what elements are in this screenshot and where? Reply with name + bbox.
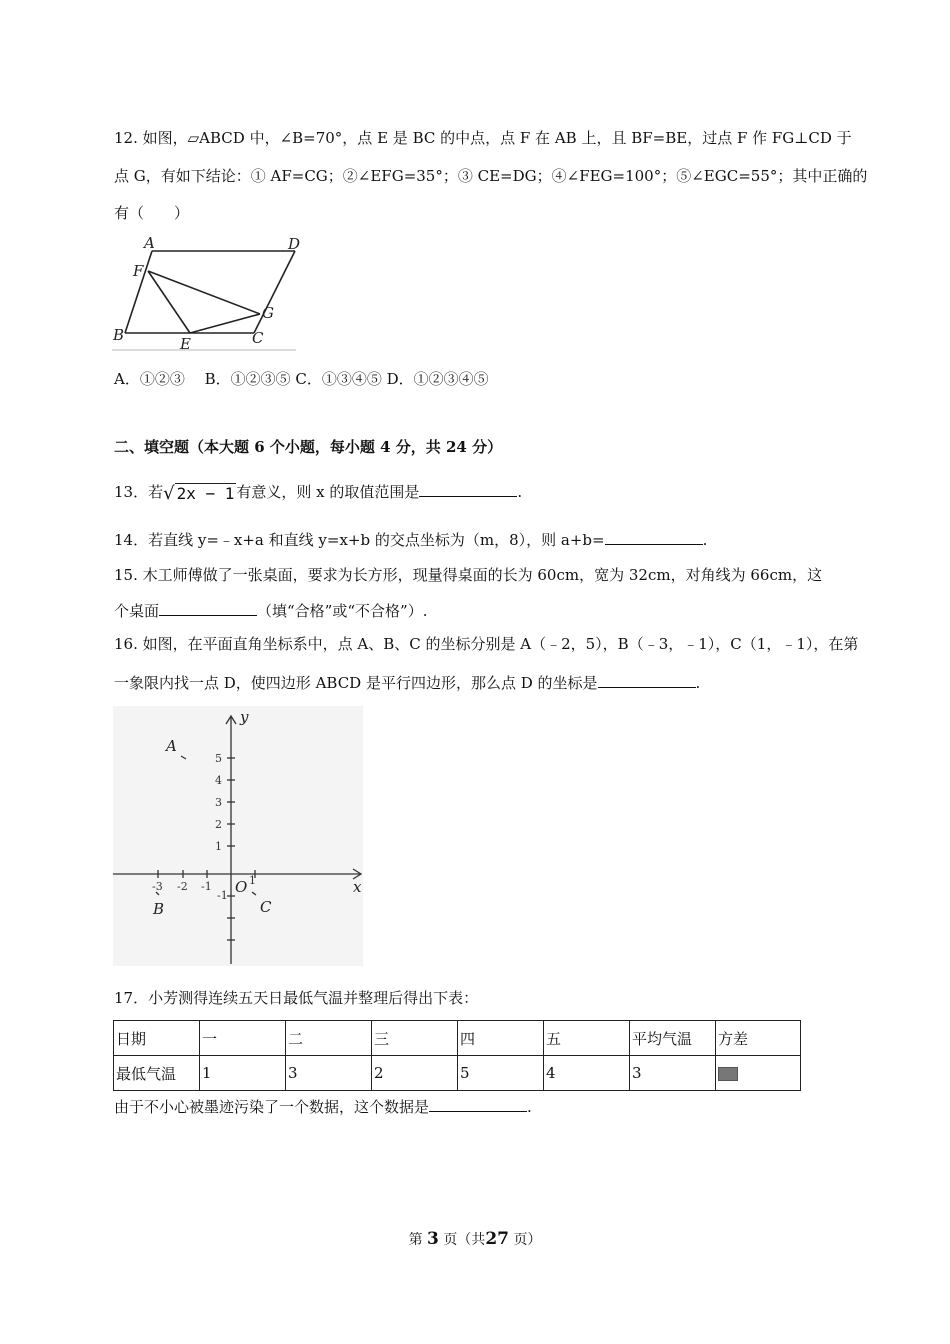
table-header-cell: 日期 xyxy=(114,1021,200,1056)
footer-suffix: 页） xyxy=(513,1232,542,1248)
footer-mid: 页（共 xyxy=(443,1232,486,1248)
point-B-label: B xyxy=(153,900,165,918)
q15-line1: 15. 木工师傅做了一张桌面，要求为长方形，现量得桌面的长为 60cm，宽为 32cm，对角线为 66cm，这 xyxy=(114,566,823,584)
q13 xyxy=(114,482,844,504)
label-D: D xyxy=(288,235,301,253)
y-tick-1: 1 xyxy=(215,840,222,853)
table-cell: 5 xyxy=(458,1056,544,1091)
table-cell: 4 xyxy=(544,1056,630,1091)
table-cell: 2 xyxy=(372,1056,458,1091)
q12-line3: 有（ ） xyxy=(114,204,190,222)
q16-text: 一象限内找一点 D，使四边形 ABCD 是平行四边形，那么点 D 的坐标是 xyxy=(114,674,598,692)
q16-line2 xyxy=(114,673,844,693)
label-F: F xyxy=(133,262,144,280)
footer-page-number: 3 xyxy=(427,1229,439,1249)
q16-answer-blank xyxy=(598,673,696,688)
q14-answer-blank xyxy=(605,530,703,545)
q17-answer-blank xyxy=(429,1097,527,1112)
table-header-cell: 四 xyxy=(458,1021,544,1056)
q15-answer-blank xyxy=(159,601,257,616)
q17-outro-text: 由于不小心被墨迹污染了一个数据，这个数据是 xyxy=(114,1098,430,1116)
point-C-label: C xyxy=(260,898,272,916)
q14-text: 14．若直线 y=﹣x+a 和直线 y=x+b 的交点坐标为（m，8），则 a+b= xyxy=(114,531,605,549)
footer-total-pages: 27 xyxy=(485,1229,509,1249)
table-header-cell: 方差 xyxy=(716,1021,801,1056)
y-tick-2: 2 xyxy=(215,818,222,831)
q13-end: . xyxy=(517,483,523,501)
table-header-cell: 二 xyxy=(286,1021,372,1056)
q17-intro: 17．小芳测得连续五天日最低气温并整理后得出下表： xyxy=(114,989,479,1007)
table-header-cell: 平均气温 xyxy=(630,1021,716,1056)
table-header-cell: 五 xyxy=(544,1021,630,1056)
q13-answer-blank xyxy=(419,482,517,497)
section2-title: 二、填空题（本大题 6 个小题，每小题 4 分，共 24 分） xyxy=(114,438,503,456)
q12-options: A．①②③ B．①②③⑤ C．①③④⑤ D．①②③④⑤ xyxy=(114,370,489,388)
table-cell: 最低气温 xyxy=(114,1056,200,1091)
segment-FE xyxy=(148,271,190,333)
label-C: C xyxy=(252,329,264,347)
q12-line2: 点 G，有如下结论：① AF=CG；②∠EFG=35°；③ CE=DG；④∠FEG=100°；⑤∠EGC=55°；其中正确的 xyxy=(114,167,868,185)
temperature-table xyxy=(113,1020,801,1091)
q15-line2 xyxy=(114,601,844,621)
x-tick-neg3: -3 xyxy=(152,880,163,893)
table-row xyxy=(114,1056,801,1091)
x-tick-neg2: -2 xyxy=(177,880,188,893)
q15-prefix: 个桌面 xyxy=(114,602,160,620)
x-tick-1: 1 xyxy=(249,874,256,887)
q17-end: . xyxy=(527,1098,532,1116)
q13-sqrt: √ 2x − 1 xyxy=(163,482,235,504)
q14-end: . xyxy=(702,531,708,549)
q13-suffix: 有意义，则 x 的取值范围是 xyxy=(236,483,420,501)
y-axis-label: y xyxy=(240,708,249,726)
table-header-cell: 一 xyxy=(200,1021,286,1056)
x-tick-neg1: -1 xyxy=(201,880,212,893)
ink-smudge xyxy=(718,1067,738,1081)
q16-end: . xyxy=(695,674,701,692)
q12-line1: 12. 如图，▱ABCD 中，∠B=70°，点 E 是 BC 的中点，点 F 在 AB 上，且 BF=BE，过点 F 作 FG⊥CD 于 xyxy=(114,129,852,147)
label-G: G xyxy=(262,304,274,322)
q13-radicand: 2x − 1 xyxy=(176,483,235,503)
edge-DC xyxy=(254,251,295,333)
x-axis-label: x xyxy=(353,878,362,896)
table-cell: 3 xyxy=(286,1056,372,1091)
y-tick-5: 5 xyxy=(215,752,222,765)
q16-coordinate-figure xyxy=(113,706,365,968)
q13-prefix: 13．若 xyxy=(114,483,164,501)
table-cell: 1 xyxy=(200,1056,286,1091)
q16-line1: 16. 如图，在平面直角坐标系中，点 A、B、C 的坐标分别是 A（﹣2，5），B（﹣3，﹣1），C（1，﹣1），在第 xyxy=(114,635,859,653)
segment-EG xyxy=(190,314,260,333)
y-tick-neg1: -1 xyxy=(217,889,228,902)
q12-parallelogram-figure xyxy=(112,234,301,353)
page-footer xyxy=(0,1229,950,1249)
label-B: B xyxy=(113,326,125,344)
label-A: A xyxy=(144,234,155,252)
point-A-label: A xyxy=(166,737,177,755)
y-tick-4: 4 xyxy=(215,774,222,787)
q17-outro xyxy=(114,1097,844,1117)
table-header-row xyxy=(114,1021,801,1056)
q14 xyxy=(114,530,844,550)
footer-prefix: 第 xyxy=(408,1232,423,1248)
table-cell: 3 xyxy=(630,1056,716,1091)
ink-smudge-cell xyxy=(716,1056,801,1091)
origin-label: O xyxy=(235,878,248,896)
label-E: E xyxy=(180,335,191,353)
segment-FG xyxy=(148,271,260,314)
y-tick-3: 3 xyxy=(215,796,222,809)
table-header-cell: 三 xyxy=(372,1021,458,1056)
q15-suffix: （填“合格”或“不合格”）. xyxy=(257,602,428,620)
